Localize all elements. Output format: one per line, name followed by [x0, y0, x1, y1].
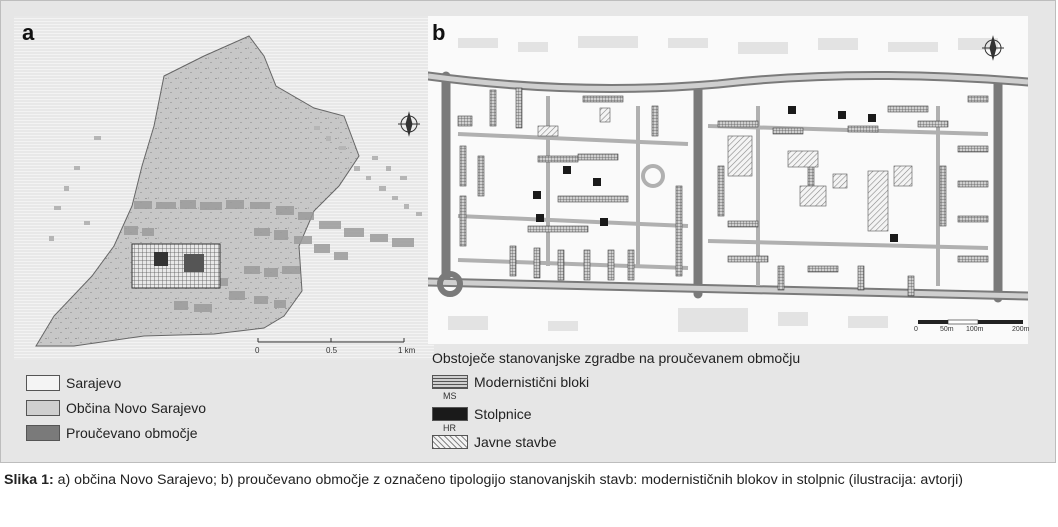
caption-text: a) občina Novo Sarajevo; b) proučevano območje z označeno tipologijo stanovanjskih stavb: modernističnih blokov in stolpnic (ilustracija: avtorji) — [53, 472, 963, 488]
scale-a-tick-2: 1 km — [398, 346, 416, 355]
legend-label: Stolpnice — [474, 406, 532, 422]
legend-label: Javne stavbe — [474, 434, 557, 450]
legend-a-item-novo-sarajevo — [26, 399, 206, 417]
map-novo-sarajevo — [14, 16, 434, 360]
map-study-area — [428, 16, 1028, 344]
legend-label: Občina Novo Sarajevo — [66, 400, 207, 416]
legend-swatch-grid — [432, 375, 468, 389]
scale-b-tick-0: 0 — [914, 326, 918, 333]
legend-label: Proučevano območje — [66, 425, 198, 441]
caption-label: Slika 1: — [4, 472, 54, 488]
legend-swatch — [26, 425, 60, 441]
legend-label: Modernistični bloki — [474, 374, 590, 390]
legend-swatch — [26, 375, 60, 391]
panel-b-label: b — [432, 20, 446, 45]
legend-b-title: Obstoječe stanovanjske zgradbe na proučevanem območju — [432, 350, 801, 366]
legend-code-hr: HR — [443, 423, 456, 433]
legend-a-item-sarajevo — [26, 374, 121, 392]
legend-swatch — [26, 400, 60, 416]
scale-a-tick-0: 0 — [255, 346, 260, 355]
scale-b-tick-3: 200m — [1012, 326, 1030, 333]
legend-b-item-highrise — [432, 406, 532, 422]
scale-a-tick-1: 0.5 — [326, 346, 338, 355]
legend-b-item-public — [432, 434, 557, 450]
figure-caption — [4, 470, 1052, 491]
legend-label: Sarajevo — [66, 375, 122, 391]
legend-code-ms: MS — [443, 391, 457, 401]
scale-bar-b — [918, 320, 1023, 324]
legend-swatch-solid — [432, 407, 468, 421]
legend-b-item-modernist — [432, 374, 589, 390]
panel-a-label: a — [22, 20, 35, 45]
study-area — [132, 244, 220, 288]
map-a-svg — [14, 16, 434, 360]
legend-a-item-study-area — [26, 424, 198, 442]
legend-swatch-hatch — [432, 435, 468, 449]
scale-b-tick-1: 50m — [940, 326, 954, 333]
scale-b-tick-2: 100m — [966, 326, 984, 333]
map-b-svg — [428, 16, 1028, 344]
